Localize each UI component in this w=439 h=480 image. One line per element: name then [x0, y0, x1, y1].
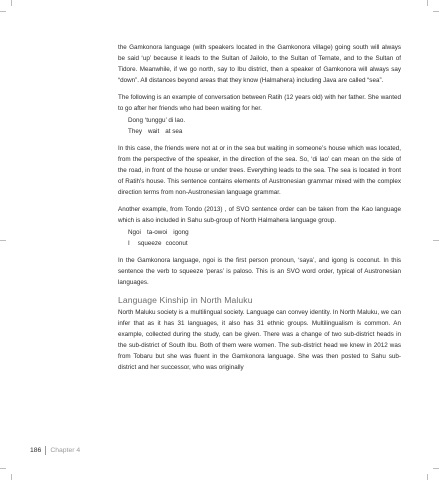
example-conversation-line-2 — [118, 126, 401, 137]
example-word: They — [128, 128, 142, 135]
paragraph-direction-terms: the Gamkonora language (with speakers located in the Gamkonora village) going south will always be said ‘up’ because it leads to the Sultan of Jailolo, to the Sultan of Ternate, and to the Sultan of Tidore. Meanwhile, if we go north, say to Ibu district, then a speaker of Gamkonora will always say “down”. All distances beyond areas that they know (Halmahera) including Java are called “sea”. — [118, 44, 401, 84]
example-conversation-line-1 — [118, 115, 401, 126]
example-word: coconut — [165, 240, 188, 247]
crop-mark-mid-right — [433, 240, 439, 241]
paragraph-svo-explanation: In the Gamkonora language, ngoi is the first person pronoun, ‘saya’, and igong is coconut. In this sentence the verb to squeeze ‘peras’ is paloso. This is an SVO word order, typical of Austronesian languages. — [118, 257, 401, 286]
crop-mark-top-right — [433, 11, 439, 12]
example-conversation — [118, 115, 401, 137]
example-word: I — [128, 240, 130, 247]
paragraph-svo-intro: Another example, from Tondo (2013) , of SVO sentence order can be taken from the Kao language which is also included in Sahu sub-group of North Halmahera language group. — [118, 206, 401, 224]
crop-mark-top-right-v — [427, 0, 428, 6]
example-svo-line-2 — [118, 238, 401, 249]
example-word: Ngoi — [128, 229, 141, 236]
chapter-label: Chapter 4 — [50, 447, 81, 454]
crop-mark-bottom-right-v — [427, 474, 428, 480]
page-number: 186 — [30, 447, 42, 454]
example-word: ta-owoi — [146, 229, 168, 236]
footer-divider — [45, 446, 46, 455]
paragraph-multilingual: North Maluku society is a multilingual society. Language can convey identity. In North Maluku, we can infer that as it has 31 languages, it also has 31 ethnic groups. Multilingualism is common. An example, collected during the study, can be given. There was a change of two sub-district heads in the sub-district of South Ibu. Both of them were women. The sub-district head we knew in 2012 was from Tobaru but she was fluent in the Gamkonora language. She was then posted to Sahu sub-district and her successor, who was originally — [118, 309, 401, 371]
example-word: igong — [173, 229, 189, 236]
paragraph-conversation-intro: The following is an example of conversation between Ratih (12 years old) with her father. She wanted to go after her friends who had been waiting for her. — [118, 94, 401, 112]
text-column — [118, 42, 401, 379]
example-word: at sea — [165, 128, 183, 135]
crop-mark-top-left-v — [11, 0, 12, 6]
crop-mark-bottom-right — [433, 468, 439, 469]
example-word: wait — [148, 128, 160, 135]
example-word: Dong ‘tunggu’ di lao. — [128, 117, 186, 124]
example-svo — [118, 227, 401, 249]
paragraph-sea-direction: In this case, the friends were not at or in the sea but waiting in someone’s house which was located, from the perspective of the speaker, in the direction of the sea. So, ‘di lao’ can mean on the side of the road, in front of the house or under trees. Everything leads to the sea. The sea is located in front of Ratih’s house. This sentence contains elements of Austronesian grammar mixed with the complex direction terms from non-Austronesian language grammar. — [118, 145, 401, 196]
crop-mark-top-left — [0, 11, 6, 12]
crop-mark-bottom-left — [0, 468, 6, 469]
section-heading: Language Kinship in North Maluku — [118, 295, 253, 305]
example-word: squeeze — [137, 240, 162, 247]
crop-mark-bottom-left-v — [11, 474, 12, 480]
page-footer — [30, 446, 80, 455]
example-svo-line-1 — [118, 227, 401, 238]
crop-mark-mid-left — [0, 240, 6, 241]
